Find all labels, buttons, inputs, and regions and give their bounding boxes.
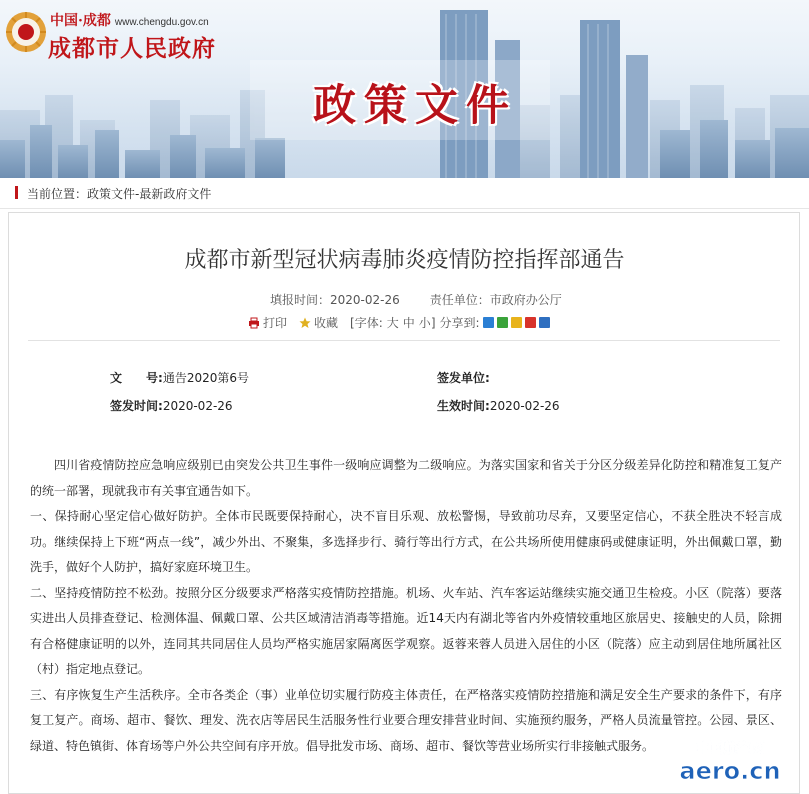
paragraph-intro: 四川省疫情防控应急响应级别已由突发公共卫生事件一级响应调整为二级响应。为落实国家和省关于分区分级差异化防控和精准复工复产的统一部署，现就我市有关事宜通告如下。 (30, 458, 782, 498)
sign-date-label: 签发时间: (110, 399, 163, 413)
share-wechat-icon[interactable] (497, 317, 508, 328)
issuer-label: 签发单位: (437, 371, 490, 385)
share-qzone-icon[interactable] (483, 317, 494, 328)
sign-date (110, 397, 233, 414)
article-meta (270, 291, 562, 308)
share-weibo-icon[interactable] (525, 317, 536, 328)
date-value: 2020-02-26 (330, 293, 400, 307)
aero-watermark (660, 735, 800, 783)
breadcrumb-marker (15, 186, 18, 199)
font-size-suffix: ] (430, 315, 436, 330)
issuer (437, 369, 490, 386)
paragraph-3: 三、有序恢复生产生活秩序。全市各类企（事）业单位切实履行防疫主体责任，在严格落实疫情防控措施和满足安全生产要求的条件下，有序复工复产。商场、超市、餐饮、理发、洗衣店等居民生活服务性行业要合理安排营业时间、实施预约服务，严格人员流量管控。公园、景区、绿道、特色镇街、体育场等户外公共空间有序开放。倡导批发市场、商场、超市、餐饮等营业场所实行非接触式服务。 (30, 687, 782, 753)
watermark-bottom: aero.cn (679, 757, 781, 783)
doc-number-value: 通告2020第6号 (162, 371, 249, 385)
paragraph-1: 一、保持耐心坚定信心做好防护。全体市民既要保持耐心，决不盲目乐观、放松警惕，导致前功尽弃，又要坚定信心，不获全胜决不轻言成功。继续保持上下班“两点一线”，减少外出、不聚集，多选择步行、骑行等出行方式，在公共场所使用健康码或健康证明，外出佩戴口罩，勤洗手，做好个人防护，搞好家庭环境卫生。 (30, 509, 782, 574)
font-medium-button[interactable]: 中 (402, 316, 415, 330)
favorite-button[interactable]: 收藏 (314, 316, 339, 330)
article-body (30, 453, 782, 759)
sign-date-value: 2020-02-26 (162, 399, 233, 413)
paragraph-2: 二、坚持疫情防控不松劲。按照分区分级要求严格落实疫情防控措施。机场、火车站、汽车客运站继续实施交通卫生检疫。小区（院落）要落实进出人员排查登记、检测体温、佩戴口罩、公共区域清洁消毒等措施。近14天内有湖北等省内外疫情较重地区旅居史、接触史的人员，除拥有合格健康证明的以外，连同其共同居住人员均严格实施居家隔离医学观察。返蓉来蓉人员进入居住的小区（院落）应主动到居住地所属社区（村）指定地点登记。 (30, 585, 782, 676)
banner-title: 政策文件 (313, 81, 517, 131)
effect-date-label: 生效时间: (437, 399, 490, 413)
header-banner (0, 0, 809, 178)
site-name[interactable]: 成都市人民政府 (48, 35, 216, 62)
watermark-top: 中国航空网 (695, 741, 765, 757)
font-small-button[interactable]: 小 (418, 316, 431, 330)
unit-value: 市政府办公厅 (489, 293, 562, 307)
region-text: 中国·成都 (50, 13, 111, 29)
effect-date-value: 2020-02-26 (489, 399, 560, 413)
font-large-button[interactable]: 大 (386, 316, 399, 330)
doc-number (110, 369, 249, 386)
print-icon (248, 317, 260, 329)
font-size-prefix: [字体: (350, 316, 383, 330)
breadcrumb-text[interactable]: 当前位置：政策文件-最新政府文件 (27, 187, 212, 201)
share-label: 分享到: (439, 316, 480, 330)
site-region-label (50, 10, 209, 30)
effect-date (437, 397, 560, 414)
divider (28, 340, 780, 341)
article-title: 成都市新型冠状病毒肺炎疫情防控指挥部通告 (184, 248, 625, 273)
date-label: 填报时间： (270, 293, 331, 307)
unit-label: 责任单位： (429, 293, 490, 307)
print-button[interactable]: 打印 (263, 316, 288, 330)
share-tencent-icon[interactable] (511, 317, 522, 328)
doc-number-label: 文 号: (110, 371, 163, 385)
site-url[interactable]: www.chengdu.gov.cn (114, 17, 209, 28)
article-toolbar (248, 314, 550, 331)
breadcrumb (0, 178, 809, 209)
share-renren-icon[interactable] (539, 317, 550, 328)
star-icon (299, 317, 311, 329)
sun-bird-logo-icon (4, 10, 48, 54)
